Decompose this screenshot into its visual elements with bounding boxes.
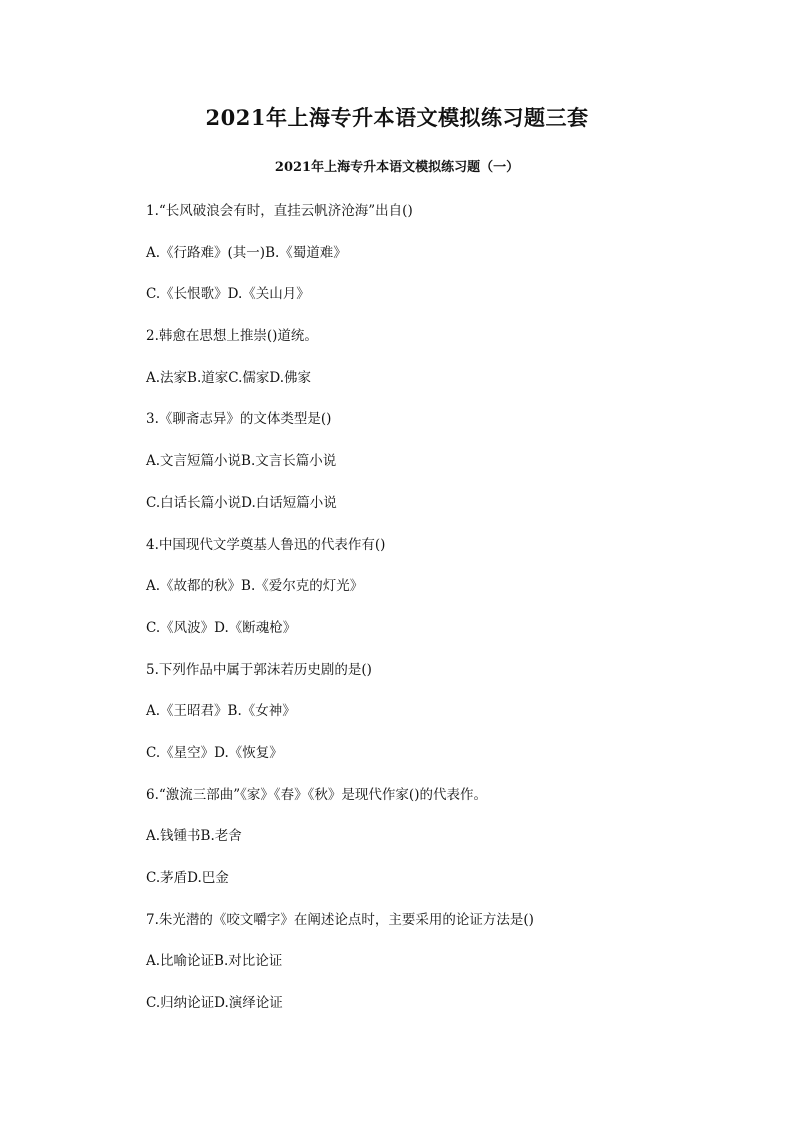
option-line: C.《风波》D.《断魂枪》 [146, 619, 297, 636]
option-line: A.法家B.道家C.儒家D.佛家 [146, 369, 312, 386]
option-line: C.茅盾D.巴金 [146, 870, 229, 886]
document-title: 2021年上海专升本语文模拟练习题三套 [205, 105, 589, 130]
option-line: A.《王昭君》B.《女神》 [146, 703, 296, 720]
option-line: A.《故都的秋》B.《爱尔克的灯光》 [146, 578, 364, 595]
question-line: 7.朱光潜的《咬文嚼字》在阐述论点时，主要采用的论证方法是() [146, 911, 534, 928]
question-line: 5.下列作品中属于郭沫若历史剧的是() [146, 661, 372, 678]
question-line: 2.韩愈在思想上推崇()道统。 [146, 328, 318, 345]
option-line: A.钱锺书B.老舍 [146, 828, 242, 845]
option-line: C.归纳论证D.演绎论证 [146, 995, 283, 1012]
option-line: A.文言短篇小说B.文言长篇小说 [146, 453, 337, 470]
option-line: A.《行路难》(其一)B.《蜀道难》 [146, 244, 347, 261]
section-title: 2021年上海专升本语文模拟练习题（一） [274, 160, 520, 175]
question-line: 4.中国现代文学奠基人鲁迅的代表作有() [146, 536, 386, 553]
option-line: C.白话长篇小说D.白话短篇小说 [146, 494, 337, 511]
question-line: 6.“激流三部曲”《家》《春》《秋》是现代作家()的代表作。 [146, 786, 487, 803]
question-line: 3.《聊斋志异》的文体类型是() [146, 411, 332, 428]
option-line: C.《长恨歌》D.《关山月》 [146, 286, 310, 303]
question-line: 1.“长风破浪会有时，直挂云帆济沧海”出自() [146, 203, 413, 219]
question-list [146, 200, 746, 1034]
option-line: A.比喻论证B.对比论证 [146, 953, 283, 970]
option-line: C.《星空》D.《恢复》 [146, 744, 283, 761]
